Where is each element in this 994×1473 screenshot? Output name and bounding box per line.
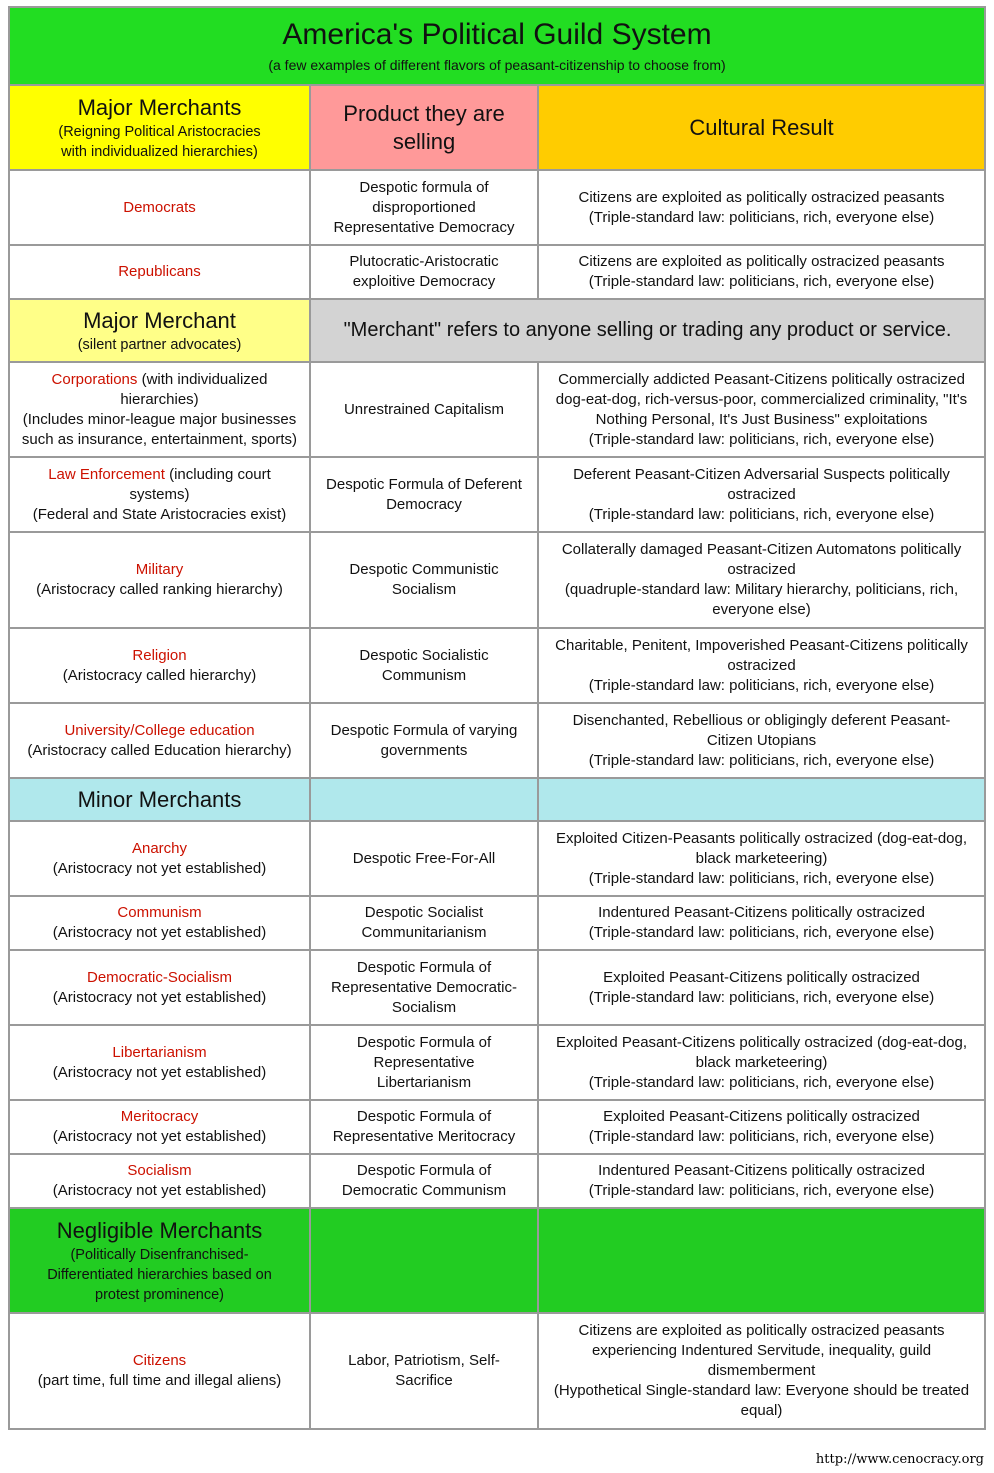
merchant-note: (part time, full time and illegal aliens) bbox=[37, 1372, 282, 1389]
merchant-note: (Includes minor-league major businesses such as insurance, entertainment, sports) bbox=[21, 410, 298, 448]
merchant-name: Anarchy bbox=[131, 839, 188, 857]
table-row bbox=[10, 951, 984, 1024]
product-text: Despotic Formula of Representative Democratic-Socialism bbox=[331, 958, 517, 1016]
merchant-name: Republicans bbox=[118, 263, 201, 280]
product-cell bbox=[311, 533, 537, 627]
merchant-name: Corporations bbox=[51, 370, 138, 388]
merchant-name: Military bbox=[135, 561, 184, 578]
product-cell bbox=[311, 363, 537, 456]
result-cell bbox=[539, 822, 984, 895]
merchant-note: (Aristocracy called Education hierarchy) bbox=[27, 741, 292, 759]
table-row bbox=[10, 1026, 984, 1099]
product-cell bbox=[311, 1155, 537, 1207]
table-row bbox=[10, 171, 984, 244]
merchant-cell bbox=[10, 1155, 309, 1207]
merchant-note: (Aristocracy called ranking hierarchy) bbox=[36, 581, 283, 598]
result-text: Charitable, Penitent, Impoverished Peasant-Citizens politically ostracized bbox=[555, 636, 968, 674]
result-cell bbox=[539, 1314, 984, 1428]
merchant-extra: (with individualized hierarchies) bbox=[120, 370, 268, 408]
result-text: Indentured Peasant-Citizens politically ostracized bbox=[598, 904, 925, 921]
product-cell bbox=[311, 822, 537, 895]
result-text: Exploited Peasant-Citizens politically ostracized bbox=[603, 968, 920, 986]
table-row bbox=[10, 704, 984, 777]
product-text: Labor, Patriotism, Self-Sacrifice bbox=[348, 1352, 500, 1389]
section4-empty-result bbox=[539, 1209, 984, 1312]
section2-sub: (silent partner advocates) bbox=[77, 336, 242, 353]
result-text: Citizens are exploited as politically ostracized peasants bbox=[578, 253, 945, 270]
product-text: Despotic Communistic Socialism bbox=[349, 561, 499, 598]
merchant-name: University/College education bbox=[64, 721, 255, 739]
product-cell bbox=[311, 1101, 537, 1153]
result-text: Citizens are exploited as politically ostracized peasants experiencing Indentured Servitude, inequality, guild dismemberment bbox=[578, 1322, 945, 1379]
law-text: (Triple-standard law: politicians, rich, everyone else) bbox=[588, 869, 935, 887]
merchant-cell bbox=[10, 458, 309, 531]
result-cell bbox=[539, 171, 984, 244]
result-text: Disenchanted, Rebellious or obligingly deferent Peasant-Citizen Utopians bbox=[572, 711, 951, 749]
merchant-name: Meritocracy bbox=[120, 1108, 199, 1125]
product-text: Despotic Formula of varying governments bbox=[330, 721, 518, 759]
merchant-name: Democratic-Socialism bbox=[86, 968, 233, 986]
merchant-name: Democrats bbox=[123, 198, 196, 216]
product-cell bbox=[311, 897, 537, 949]
law-text: (Triple-standard law: politicians, rich, everyone else) bbox=[588, 273, 935, 290]
header-major-merchants bbox=[10, 86, 309, 169]
law-text: (Triple-standard law: politicians, rich, everyone else) bbox=[588, 988, 935, 1006]
header-col1-title: Major Merchants bbox=[77, 94, 242, 120]
table-row bbox=[10, 363, 984, 456]
merchant-name: Socialism bbox=[127, 1162, 192, 1179]
merchant-cell bbox=[10, 897, 309, 949]
merchant-name: Citizens bbox=[132, 1352, 187, 1369]
table-row bbox=[10, 1314, 984, 1428]
result-cell bbox=[539, 533, 984, 627]
merchant-cell bbox=[10, 246, 309, 298]
table-row bbox=[10, 629, 984, 702]
result-text: Exploited Peasant-Citizens politically ostracized (dog-eat-dog, black marketeering) bbox=[555, 1033, 968, 1071]
section4-heading bbox=[10, 1209, 309, 1312]
header-cultural-result bbox=[539, 86, 984, 169]
law-text: (Triple-standard law: politicians, rich, everyone else) bbox=[588, 505, 935, 523]
merchant-cell bbox=[10, 1026, 309, 1099]
merchant-note-cell bbox=[311, 300, 984, 361]
merchant-cell bbox=[10, 533, 309, 627]
merchant-note: (Aristocracy not yet established) bbox=[52, 1128, 267, 1145]
merchant-cell bbox=[10, 951, 309, 1024]
page-title: America's Political Guild System bbox=[282, 18, 712, 51]
result-cell bbox=[539, 363, 984, 456]
page-subtitle: (a few examples of different flavors of peasant-citizenship to choose from) bbox=[268, 57, 726, 73]
merchant-note: (Aristocracy not yet established) bbox=[52, 859, 267, 877]
merchant-extra: (including court systems) bbox=[129, 465, 271, 503]
section3-title: Minor Merchants bbox=[77, 786, 242, 812]
footer-url: http://www.cenocracy.org bbox=[815, 1452, 984, 1467]
product-text: Despotic Socialist Communitarianism bbox=[361, 904, 487, 941]
header-col2-title: Product they are selling bbox=[343, 100, 505, 154]
section4-sub: (Politically Disenfranchised-Differentiated hierarchies based on protest prominence) bbox=[47, 1246, 272, 1303]
section4-empty-product bbox=[311, 1209, 537, 1312]
result-text: Deferent Peasant-Citizen Adversarial Suspects politically ostracized bbox=[573, 465, 950, 503]
table-row bbox=[10, 822, 984, 895]
result-cell bbox=[539, 704, 984, 777]
section-row-negligible-merchants bbox=[10, 1209, 984, 1312]
merchant-note: (Aristocracy not yet established) bbox=[52, 1063, 267, 1081]
product-cell bbox=[311, 458, 537, 531]
law-text: (Triple-standard law: politicians, rich, everyone else) bbox=[588, 924, 935, 941]
merchant-name: Libertarianism bbox=[112, 1043, 207, 1061]
merchant-cell bbox=[10, 704, 309, 777]
product-text: Despotic Formula of Democratic Communism bbox=[341, 1162, 507, 1199]
product-text: Unrestrained Capitalism bbox=[343, 400, 505, 418]
result-text: Citizens are exploited as politically ostracized peasants bbox=[578, 188, 945, 206]
header-product bbox=[311, 86, 537, 169]
merchant-cell bbox=[10, 822, 309, 895]
section2-heading bbox=[10, 300, 309, 361]
section3-empty-product bbox=[311, 779, 537, 820]
title-row bbox=[10, 8, 984, 84]
result-cell bbox=[539, 1155, 984, 1207]
result-text: Collaterally damaged Peasant-Citizen Automatons politically ostracized bbox=[561, 541, 962, 578]
section-row-minor-merchants bbox=[10, 779, 984, 820]
result-cell bbox=[539, 458, 984, 531]
product-cell bbox=[311, 951, 537, 1024]
product-text: Despotic Socialistic Communism bbox=[359, 646, 489, 684]
header-row bbox=[10, 86, 984, 169]
table-row bbox=[10, 1101, 984, 1153]
merchant-cell bbox=[10, 1314, 309, 1428]
table-row bbox=[10, 246, 984, 298]
result-cell bbox=[539, 951, 984, 1024]
merchant-note: (Aristocracy called hierarchy) bbox=[62, 666, 257, 684]
section2-title: Major Merchant bbox=[83, 307, 236, 333]
law-text: (Triple-standard law: politicians, rich, everyone else) bbox=[588, 676, 935, 694]
merchant-name: Law Enforcement bbox=[48, 465, 165, 483]
merchant-note: (Aristocracy not yet established) bbox=[52, 988, 267, 1006]
product-cell bbox=[311, 1314, 537, 1428]
product-text: Despotic Free-For-All bbox=[352, 849, 496, 867]
section-row-major-merchant bbox=[10, 300, 984, 361]
table-row bbox=[10, 533, 984, 627]
product-cell bbox=[311, 246, 537, 298]
title-cell bbox=[10, 8, 984, 84]
merchant-note: (Aristocracy not yet established) bbox=[52, 924, 267, 941]
guild-system-sheet bbox=[8, 6, 986, 1430]
product-cell bbox=[311, 704, 537, 777]
merchant-name: Religion bbox=[132, 646, 187, 664]
table-row bbox=[10, 458, 984, 531]
result-text: Exploited Citizen-Peasants politically ostracized (dog-eat-dog, black marketeering) bbox=[555, 829, 968, 867]
product-text: Despotic Formula of Representative Meritocracy bbox=[332, 1108, 516, 1145]
result-cell bbox=[539, 897, 984, 949]
law-text: (Triple-standard law: politicians, rich, everyone else) bbox=[588, 208, 935, 226]
product-text: Despotic Formula of Deferent Democracy bbox=[326, 475, 522, 513]
section3-empty-result bbox=[539, 779, 984, 820]
law-text: (Triple-standard law: politicians, rich, everyone else) bbox=[588, 751, 935, 769]
product-text: Plutocratic-Aristocratic exploitive Democracy bbox=[349, 253, 499, 290]
result-text: Exploited Peasant-Citizens politically ostracized bbox=[603, 1108, 920, 1125]
header-col3-title: Cultural Result bbox=[689, 114, 834, 140]
law-text: (Triple-standard law: politicians, rich, everyone else) bbox=[588, 430, 935, 448]
merchant-note: (Federal and State Aristocracies exist) bbox=[32, 505, 287, 523]
merchant-note: "Merchant" refers to anyone selling or trading any product or service. bbox=[343, 319, 952, 341]
law-text: (Triple-standard law: politicians, rich, everyone else) bbox=[588, 1128, 935, 1145]
result-cell bbox=[539, 1101, 984, 1153]
header-col1-sub: (Reigning Political Aristocracies with individualized hierarchies) bbox=[58, 123, 261, 160]
merchant-cell bbox=[10, 629, 309, 702]
result-text: Indentured Peasant-Citizens politically ostracized bbox=[598, 1162, 925, 1179]
law-text: (Triple-standard law: politicians, rich, everyone else) bbox=[588, 1073, 935, 1091]
merchant-cell bbox=[10, 1101, 309, 1153]
result-cell bbox=[539, 629, 984, 702]
product-cell bbox=[311, 1026, 537, 1099]
merchant-cell bbox=[10, 363, 309, 456]
product-cell bbox=[311, 629, 537, 702]
law-text: (Triple-standard law: politicians, rich, everyone else) bbox=[588, 1182, 935, 1199]
law-text: (quadruple-standard law: Military hierarchy, politicians, rich, everyone else) bbox=[564, 581, 959, 618]
table-row bbox=[10, 897, 984, 949]
merchant-note: (Aristocracy not yet established) bbox=[52, 1182, 267, 1199]
section3-heading bbox=[10, 779, 309, 820]
product-text: Despotic formula of disproportioned Representative Democracy bbox=[333, 178, 515, 236]
result-text: Commercially addicted Peasant-Citizens politically ostracized dog-eat-dog, rich-versus-poor, commercialized criminality, "It's Nothing Personal, It's Just Business" exploitations bbox=[555, 370, 968, 428]
result-cell bbox=[539, 246, 984, 298]
table-row bbox=[10, 1155, 984, 1207]
merchant-cell bbox=[10, 171, 309, 244]
product-text: Despotic Formula of Representative Libertarianism bbox=[356, 1033, 492, 1091]
product-cell bbox=[311, 171, 537, 244]
guild-table bbox=[8, 6, 986, 1430]
merchant-name: Communism bbox=[117, 904, 202, 921]
law-text: (Hypothetical Single-standard law: Everyone should be treated equal) bbox=[553, 1382, 970, 1419]
result-cell bbox=[539, 1026, 984, 1099]
section4-title: Negligible Merchants bbox=[56, 1217, 263, 1243]
